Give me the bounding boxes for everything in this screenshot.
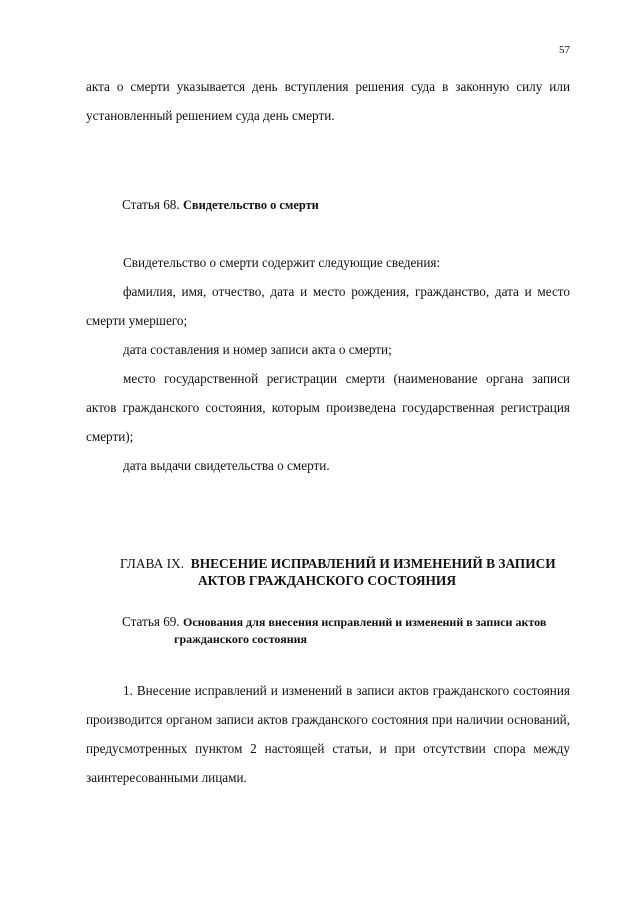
article-69-title-line-2: гражданского состояния bbox=[174, 632, 308, 646]
article-68-intro: Свидетельство о смерти содержит следующие сведения: bbox=[123, 255, 441, 270]
article-69-heading bbox=[122, 613, 572, 648]
article-69-prefix: Статья 69. bbox=[122, 614, 180, 629]
article-68-title: Свидетельство о смерти bbox=[182, 198, 319, 212]
chapter-prefix: ГЛАВА IX. bbox=[120, 556, 185, 571]
page-number: 57 bbox=[559, 44, 570, 56]
article-68-item-3: место государственной регистрации смерти (наименование органа записи актов гражданского состояния, которым произведена государственная регистрация смерти); bbox=[86, 371, 570, 444]
article-68-item-1: фамилия, имя, отчество, дата и место рождения, гражданство, дата и место смерти умершего; bbox=[86, 284, 570, 328]
top-paragraph: акта о смерти указывается день вступления решения суда в законную силу или установленный решением суда день смерти. bbox=[86, 79, 570, 123]
article-69-paragraph-1: 1. Внесение исправлений и изменений в записи актов гражданского состояния производится органом записи актов гражданского состояния при наличии оснований, предусмотренных пунктом 2 настоящей статьи, и при отсутствии спора между заинтересованными лицами. bbox=[86, 683, 570, 785]
article-68-item-4: дата выдачи свидетельства о смерти. bbox=[123, 458, 330, 473]
article-68-item-2: дата составления и номер записи акта о смерти; bbox=[123, 342, 392, 357]
article-69-title-line-1: Основания для внесения исправлений и изменений в записи актов bbox=[182, 615, 547, 629]
article-68-prefix: Статья 68. bbox=[122, 197, 180, 212]
chapter-heading bbox=[120, 555, 570, 589]
chapter-title-line-2: АКТОВ ГРАЖДАНСКОГО СОСТОЯНИЯ bbox=[197, 573, 457, 588]
article-68-heading bbox=[122, 196, 319, 214]
chapter-title-line-1: ВНЕСЕНИЕ ИСПРАВЛЕНИЙ И ИЗМЕНЕНИЙ В ЗАПИСИ bbox=[190, 556, 556, 571]
